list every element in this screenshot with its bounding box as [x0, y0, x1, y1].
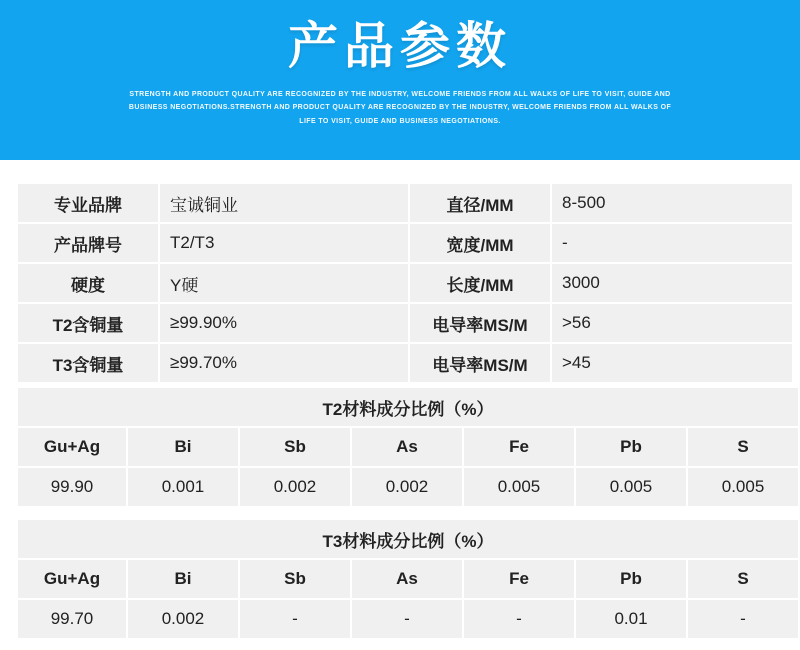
banner-subtitle: STRENGTH AND PRODUCT QUALITY ARE RECOGNIZED BY THE INDUSTRY, WELCOME FRIENDS FROM ALL WALKS OF LIFE TO VISIT, GUIDE AND BUSINESS NEGOTIATIONS.STRENGTH AND PRODUCT QUALITY ARE RECOGNIZED BY THE INDUSTRY, WELCOME FRIENDS FROM ALL WALKS OF LIFE TO VISIT, GUIDE AND BUSINESS NEGOTIATIONS.	[128, 91, 672, 125]
section-title: T2材料成分比例（%）	[18, 388, 798, 426]
spec-label: T3含铜量	[18, 344, 158, 382]
spec-value: ≥99.70%	[160, 344, 408, 382]
column-header: Pb	[576, 428, 686, 466]
column-header: S	[688, 428, 798, 466]
spec-table	[16, 182, 794, 384]
t3-composition-table	[16, 518, 800, 640]
table-row	[18, 468, 798, 506]
spec-label: 电导率MS/M	[410, 344, 550, 382]
table-row	[18, 600, 798, 638]
cell-value: -	[240, 600, 350, 638]
cell-value: 0.001	[128, 468, 238, 506]
spec-value: ≥99.90%	[160, 304, 408, 342]
section-title-row	[18, 520, 798, 558]
spec-label: 长度/MM	[410, 264, 550, 302]
column-header: Bi	[128, 428, 238, 466]
spec-label: 电导率MS/M	[410, 304, 550, 342]
cell-value: 0.005	[464, 468, 574, 506]
cell-value: 99.70	[18, 600, 126, 638]
spec-value: >45	[552, 344, 792, 382]
spec-value: T2/T3	[160, 224, 408, 262]
cell-value: 0.01	[576, 600, 686, 638]
section-title-row	[18, 388, 798, 426]
cell-value: -	[352, 600, 462, 638]
spec-label: 直径/MM	[410, 184, 550, 222]
column-header: Gu+Ag	[18, 428, 126, 466]
spec-sheet	[0, 160, 800, 650]
column-header: Bi	[128, 560, 238, 598]
table-row	[18, 224, 792, 262]
spec-label: 专业品牌	[18, 184, 158, 222]
cell-value: -	[688, 600, 798, 638]
cell-value: -	[464, 600, 574, 638]
spec-value: 8-500	[552, 184, 792, 222]
spec-label: 产品牌号	[18, 224, 158, 262]
spec-label: 宽度/MM	[410, 224, 550, 262]
spec-value: Y硬	[160, 264, 408, 302]
column-header: As	[352, 428, 462, 466]
column-header: As	[352, 560, 462, 598]
cell-value: 99.90	[18, 468, 126, 506]
table-row	[18, 264, 792, 302]
cell-value: 0.005	[688, 468, 798, 506]
table-header-row	[18, 428, 798, 466]
page-banner	[0, 0, 800, 160]
cell-value: 0.002	[128, 600, 238, 638]
table-row	[18, 184, 792, 222]
column-header: S	[688, 560, 798, 598]
column-header: Pb	[576, 560, 686, 598]
t2-composition-table	[16, 386, 800, 508]
spec-value: 宝诚铜业	[160, 184, 408, 222]
cell-value: 0.005	[576, 468, 686, 506]
page-title: 产品参数	[288, 18, 512, 74]
column-header: Sb	[240, 560, 350, 598]
spec-label: 硬度	[18, 264, 158, 302]
spec-value: >56	[552, 304, 792, 342]
spec-value: 3000	[552, 264, 792, 302]
table-row	[18, 304, 792, 342]
spec-label: T2含铜量	[18, 304, 158, 342]
table-header-row	[18, 560, 798, 598]
cell-value: 0.002	[240, 468, 350, 506]
spec-value: -	[552, 224, 792, 262]
column-header: Fe	[464, 428, 574, 466]
column-header: Gu+Ag	[18, 560, 126, 598]
column-header: Fe	[464, 560, 574, 598]
table-row	[18, 344, 792, 382]
column-header: Sb	[240, 428, 350, 466]
cell-value: 0.002	[352, 468, 462, 506]
section-title: T3材料成分比例（%）	[18, 520, 798, 558]
